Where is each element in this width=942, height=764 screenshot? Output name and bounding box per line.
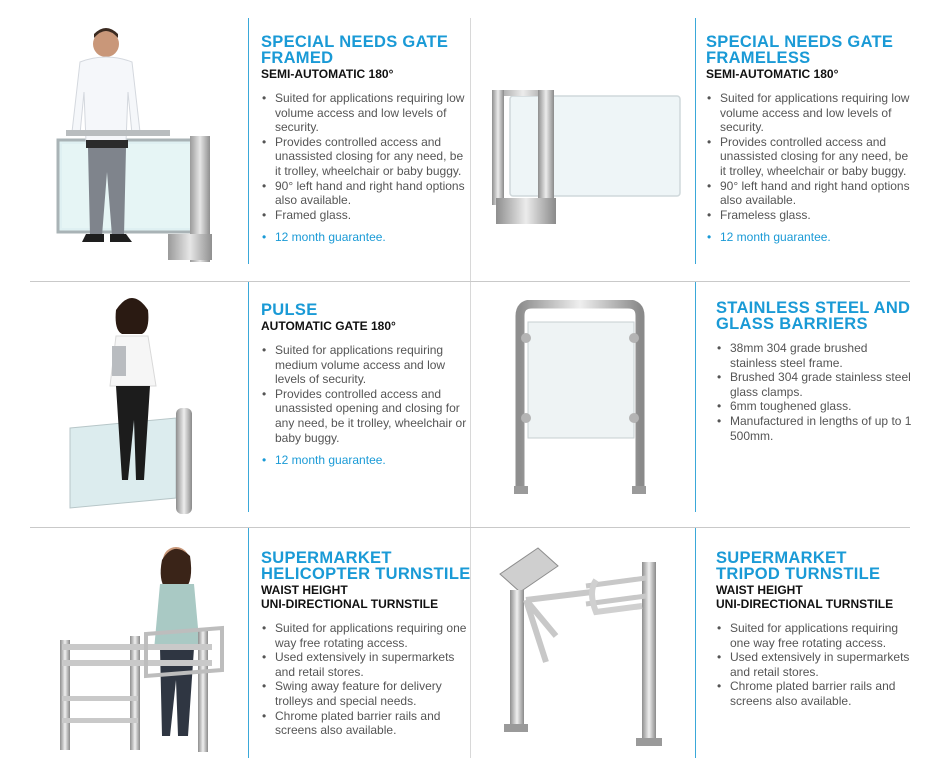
row-divider [30, 281, 910, 282]
product-title: SUPERMARKET HELICOPTER TURNSTILE [261, 549, 471, 583]
column-divider [695, 18, 696, 264]
feature-item: • Provides controlled access and unassisted opening and closing for any need, be it trolley, wheelchair or baby buggy. [275, 387, 471, 445]
special-needs-gate-frameless-image [488, 80, 683, 230]
feature-list [261, 343, 471, 468]
feature-item: • Swing away feature for delivery trolleys and special needs. [275, 679, 476, 708]
feature-list [716, 341, 916, 443]
guarantee-item: • 12 month guarantee. [275, 453, 471, 468]
feature-item: • Suited for applications requiring one way free rotating access. [730, 621, 916, 650]
column-divider [248, 528, 249, 758]
feature-item: • Suited for applications requiring low volume access and low levels of security. [720, 91, 916, 135]
product-stainless-steel-glass-barriers [716, 300, 916, 443]
column-divider [695, 528, 696, 758]
product-title: SUPERMARKET TRIPOD TURNSTILE [716, 549, 881, 583]
product-title: SPECIAL NEEDS GATE FRAMED [261, 33, 449, 67]
feature-list [261, 621, 476, 738]
supermarket-helicopter-turnstile-image [50, 540, 240, 755]
feature-list [261, 91, 471, 245]
stainless-steel-glass-barrier-image [508, 300, 653, 500]
feature-item: • Manufactured in lengths of up to 1 500mm. [730, 414, 916, 443]
feature-item: • 90° left hand and right hand options also available. [275, 179, 471, 208]
feature-item: • 38mm 304 grade brushed stainless steel frame. [730, 341, 916, 370]
feature-item: • Suited for applications requiring one way free rotating access. [275, 621, 476, 650]
product-subtitle: SEMI-AUTOMATIC 180° [261, 67, 394, 81]
feature-item: • Framed glass. [275, 208, 471, 223]
feature-item: • Suited for applications requiring medium volume access and low levels of security. [275, 343, 471, 387]
feature-item: • Provides controlled access and unassisted closing for any need, be it trolley, wheelchair or baby buggy. [275, 135, 471, 179]
feature-item: • 90° left hand and right hand options also available. [720, 179, 916, 208]
column-divider [248, 282, 249, 512]
guarantee-item: • 12 month guarantee. [275, 230, 471, 245]
feature-item: • Chrome plated barrier rails and screens also available. [275, 709, 476, 738]
product-title: STAINLESS STEEL AND GLASS BARRIERS [716, 299, 911, 333]
column-divider [248, 18, 249, 264]
feature-item: • Used extensively in supermarkets and retail stores. [275, 650, 476, 679]
product-special-needs-gate-frameless [706, 34, 916, 245]
product-title: PULSE [261, 301, 318, 319]
special-needs-gate-framed-image [40, 22, 240, 267]
column-divider [695, 282, 696, 512]
feature-list [706, 91, 916, 245]
pulse-gate-image [66, 290, 206, 520]
product-subtitle: WAIST HEIGHT UNI-DIRECTIONAL TURNSTILE [716, 583, 894, 611]
product-pulse [261, 302, 471, 468]
feature-list [716, 621, 916, 709]
supermarket-tripod-turnstile-image [496, 540, 676, 755]
feature-item: • 6mm toughened glass. [730, 399, 916, 414]
feature-item: • Provides controlled access and unassisted closing for any need, be it trolley, wheelchair or baby buggy. [720, 135, 916, 179]
product-subtitle: WAIST HEIGHT UNI-DIRECTIONAL TURNSTILE [261, 583, 439, 611]
product-subtitle: SEMI-AUTOMATIC 180° [706, 67, 839, 81]
feature-item: • Suited for applications requiring low volume access and low levels of security. [275, 91, 471, 135]
product-special-needs-gate-framed [261, 34, 471, 245]
product-title: SPECIAL NEEDS GATE FRAMELESS [706, 33, 894, 67]
product-supermarket-tripod-turnstile [716, 550, 916, 709]
feature-item: • Frameless glass. [720, 208, 916, 223]
product-supermarket-helicopter-turnstile [261, 550, 476, 738]
feature-item: • Chrome plated barrier rails and screens also available. [730, 679, 916, 708]
guarantee-item: • 12 month guarantee. [720, 230, 916, 245]
row-divider [30, 527, 910, 528]
product-subtitle: AUTOMATIC GATE 180° [261, 319, 396, 333]
feature-item: • Used extensively in supermarkets and retail stores. [730, 650, 916, 679]
feature-item: • Brushed 304 grade stainless steel glass clamps. [730, 370, 916, 399]
